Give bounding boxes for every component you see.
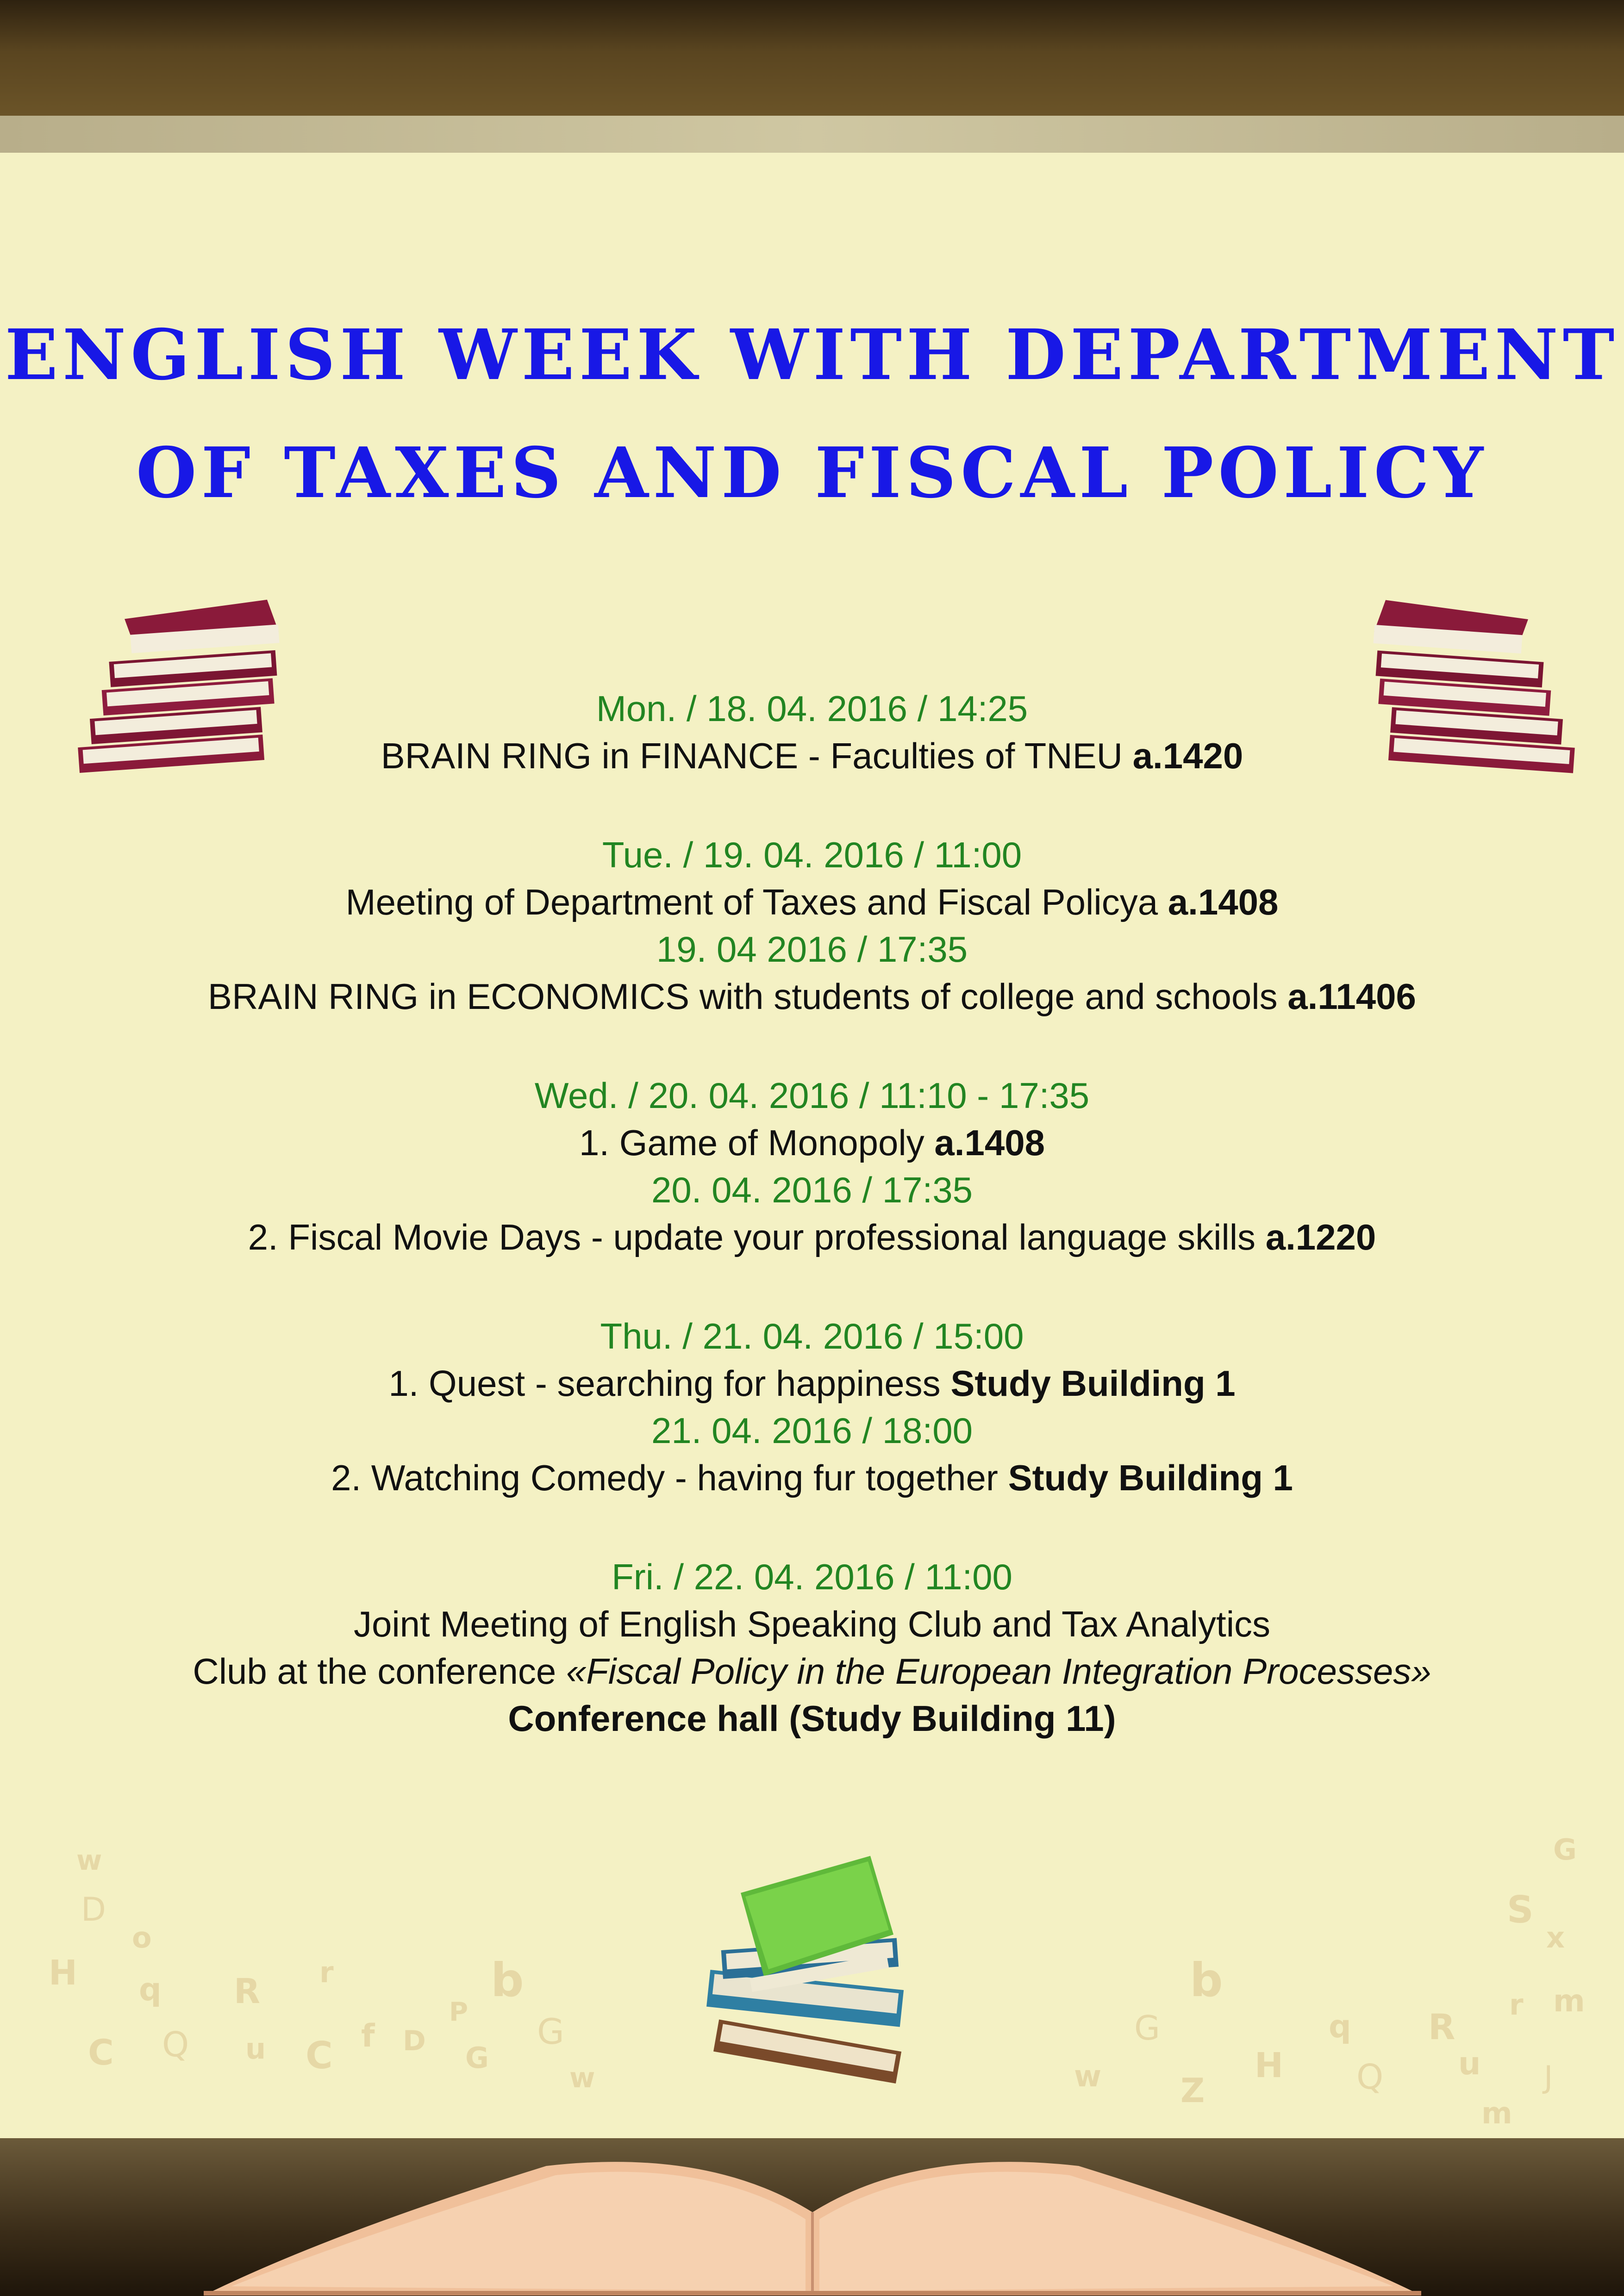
- event-room: Study Building 1: [950, 1363, 1236, 1404]
- event-line: [0, 1454, 1624, 1501]
- top-wood-band: [0, 0, 1624, 116]
- day-date: Thu. / 21. 04. 2016 / 15:00: [600, 1316, 1024, 1356]
- decor-letter: D: [403, 2025, 426, 2057]
- event-line: [0, 1213, 1624, 1261]
- decor-letter: m: [1553, 1983, 1585, 2019]
- event-line: [0, 1648, 1624, 1695]
- event-text: Meeting of Department of Taxes and Fiscal Policya: [345, 882, 1168, 922]
- day-monday: [0, 685, 1624, 779]
- top-stripe: [0, 116, 1624, 153]
- decor-letter: x: [1546, 1921, 1565, 1954]
- decor-letter: G: [465, 2041, 489, 2075]
- event-line: [0, 1360, 1624, 1407]
- decor-letter: G: [1134, 2009, 1160, 2047]
- event-time: 21. 04. 2016 / 18:00: [651, 1410, 973, 1451]
- day-wednesday: [0, 1072, 1624, 1261]
- decor-letter: G: [1553, 1833, 1577, 1867]
- decor-letter: G: [537, 2011, 564, 2052]
- poster-title: [0, 296, 1624, 532]
- event-time: 20. 04. 2016 / 17:35: [651, 1170, 973, 1210]
- event-line: [0, 973, 1624, 1020]
- decor-letter: b: [1190, 1953, 1223, 2007]
- event-line: [0, 878, 1624, 926]
- title-line-2: OF TAXES AND FISCAL POLICY: [136, 432, 1488, 514]
- event-room: a.1408: [1168, 882, 1279, 922]
- day-date: Fri. / 22. 04. 2016 / 11:00: [612, 1556, 1012, 1597]
- title-line-1: ENGLISH WEEK WITH DEPARTMENT: [5, 314, 1619, 396]
- event-room: a.1408: [934, 1122, 1045, 1163]
- decor-letter: r: [319, 1955, 334, 1989]
- event-text: BRAIN RING in ECONOMICS with students of college and schools: [208, 976, 1288, 1017]
- decor-letter: u: [245, 2032, 266, 2066]
- decor-letter: w: [76, 1844, 102, 1877]
- decor-letter: R: [1428, 2006, 1455, 2047]
- decor-letter: q: [139, 1972, 162, 2008]
- decor-letter: r: [1509, 1988, 1524, 2022]
- decor-letter: Z: [1181, 2071, 1205, 2110]
- event-line: Joint Meeting of English Speaking Club and Tax Analytics: [353, 1604, 1271, 1644]
- decor-letter: Q: [162, 2025, 189, 2065]
- day-tuesday: [0, 831, 1624, 1020]
- day-thursday: [0, 1313, 1624, 1501]
- decor-letter: q: [1329, 2009, 1351, 2045]
- decor-letter: u: [1458, 2046, 1481, 2082]
- decor-letter: H: [49, 1953, 77, 1993]
- day-date: Wed. / 20. 04. 2016 / 11:10 - 17:35: [534, 1075, 1090, 1116]
- event-room: Study Building 1: [1008, 1457, 1293, 1498]
- book-stack-bottom-icon: [676, 1842, 954, 2120]
- decor-letter: b: [491, 1953, 524, 2007]
- event-text: 2. Fiscal Movie Days - update your professional language skills: [248, 1217, 1266, 1257]
- event-room: a.11406: [1287, 976, 1416, 1017]
- event-room: a.1220: [1265, 1217, 1376, 1257]
- event-text: 1. Quest - searching for happiness: [388, 1363, 951, 1404]
- decor-letter: J: [1544, 2060, 1553, 2095]
- decor-letter: C: [306, 2034, 333, 2077]
- event-text: 2. Watching Comedy - having fur together: [331, 1457, 1008, 1498]
- open-book-icon: [176, 2138, 1449, 2296]
- day-friday: [0, 1553, 1624, 1742]
- day-date: Mon. / 18. 04. 2016 / 14:25: [596, 688, 1028, 729]
- decor-letter: C: [88, 2032, 114, 2073]
- decor-letter: o: [132, 1921, 152, 1954]
- conference-name: «Fiscal Policy in the European Integration Processes»: [566, 1651, 1431, 1692]
- event-room: Conference hall (Study Building 11): [508, 1698, 1116, 1739]
- event-line: [0, 732, 1624, 779]
- decor-letter: Q: [1356, 2057, 1384, 2097]
- decor-letter: R: [234, 1972, 260, 2011]
- decor-letter: D: [81, 1891, 106, 1929]
- decor-letter: w: [1074, 2060, 1102, 2094]
- decor-letter: S: [1507, 1888, 1534, 1931]
- event-text: 1. Game of Monopoly: [579, 1122, 935, 1163]
- decor-letter: f: [361, 2018, 375, 2054]
- decor-letter: w: [569, 2062, 595, 2094]
- decor-letter: P: [449, 1997, 468, 2027]
- event-line: [0, 1119, 1624, 1166]
- event-room: a.1420: [1132, 735, 1243, 776]
- decor-letter: m: [1481, 2097, 1512, 2131]
- event-time: 19. 04 2016 / 17:35: [656, 929, 968, 970]
- event-text: Club at the conference: [193, 1651, 566, 1692]
- day-date: Tue. / 19. 04. 2016 / 11:00: [602, 834, 1022, 875]
- schedule: [0, 685, 1624, 1794]
- event-text: BRAIN RING in FINANCE - Faculties of TNEU: [381, 735, 1133, 776]
- decor-letter: H: [1255, 2046, 1283, 2085]
